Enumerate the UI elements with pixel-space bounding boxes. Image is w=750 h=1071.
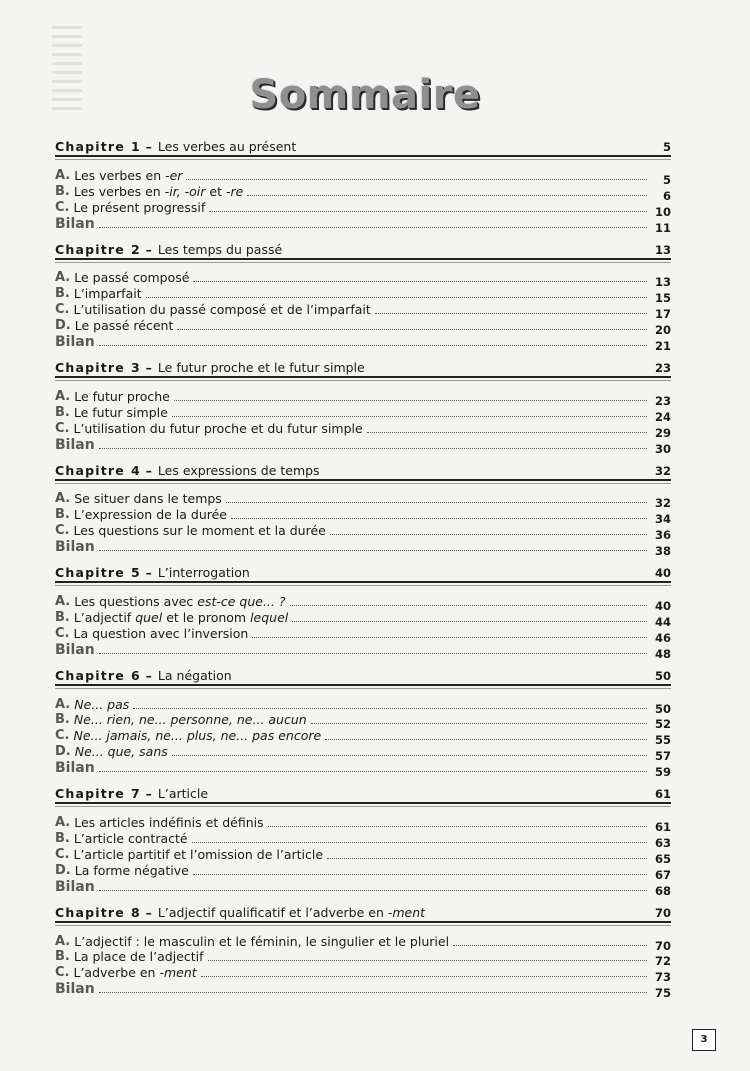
entry-page-number: 52 — [654, 717, 671, 732]
entry-letter: B. — [55, 507, 70, 523]
dot-leader — [325, 739, 647, 740]
toc-entry — [55, 285, 671, 306]
entry-text — [74, 271, 189, 285]
entry-page-number: 61 — [654, 820, 671, 835]
chapter-title-text: Les verbes au présent — [157, 139, 297, 154]
chapter-number: 5 — [130, 565, 140, 581]
entry-page-number: 6 — [662, 188, 671, 203]
toc-entry — [55, 301, 671, 322]
entry-page-number: 63 — [654, 835, 671, 850]
chapter-heading — [55, 238, 671, 260]
chapter-dash: – — [145, 667, 152, 683]
dot-leader — [311, 723, 647, 724]
toc-entry — [55, 593, 671, 614]
entry-text-part: et — [205, 183, 226, 199]
entry-letter: B. — [55, 286, 70, 302]
dot-leader — [201, 976, 647, 977]
page-number: 3 — [692, 1029, 716, 1051]
chapter-title — [158, 242, 651, 257]
chapter-title — [158, 139, 651, 154]
entry-text-part: L’utilisation du futur proche et du futur simple — [73, 420, 363, 436]
entry-letter: C. — [55, 728, 70, 744]
entry-text-part: -ir, -oir — [164, 183, 206, 199]
entry-letter: A. — [55, 696, 71, 712]
chapter-dash: – — [145, 565, 152, 581]
entry-text-part: Les questions sur le moment et la durée — [73, 523, 326, 539]
bilan-entry — [55, 641, 671, 661]
entry-text-part: Le passé composé — [74, 270, 190, 286]
entry-page-number: 21 — [654, 339, 671, 354]
dot-leader — [99, 227, 647, 228]
entry-letter: A. — [55, 388, 71, 404]
chapter-heading — [55, 459, 671, 481]
entry-text-part: Ne... jamais, ne... plus, ne... pas encore — [73, 728, 322, 744]
dot-leader — [208, 960, 647, 961]
chapter-page-number: 32 — [654, 463, 671, 478]
entry-text-part: Bilan — [55, 760, 95, 777]
entry-text-part: Ne... que, sans — [74, 744, 168, 760]
chapter-word: Chapitre — [55, 904, 125, 920]
entry-letter: A. — [55, 815, 71, 831]
entry-list — [55, 686, 671, 780]
entry-text-part: Bilan — [55, 436, 95, 453]
chapter-page-number: 23 — [654, 361, 671, 376]
entry-text-part: lequel — [250, 609, 289, 625]
entry-text — [74, 406, 168, 420]
entry-page-number: 10 — [654, 204, 671, 219]
entry-text-part: Les verbes en — [73, 183, 165, 199]
entry-text — [75, 864, 189, 878]
toc-entry — [55, 712, 671, 732]
toc-entry — [55, 183, 671, 203]
entry-text — [74, 832, 188, 846]
entry-page-number: 72 — [654, 954, 671, 969]
dot-leader — [99, 448, 647, 449]
chapter-dash: – — [145, 786, 152, 802]
entry-text — [73, 848, 323, 862]
entry-text-part: -ment — [159, 965, 197, 981]
entry-text — [74, 508, 227, 522]
entry-letter: B. — [55, 609, 70, 625]
dot-leader — [186, 179, 647, 180]
chapter-number: 1 — [130, 139, 140, 154]
entry-text — [55, 982, 95, 996]
dot-leader — [174, 400, 647, 401]
entry-page-number: 68 — [654, 883, 671, 898]
entry-page-number: 20 — [654, 323, 671, 338]
entry-text-part: est-ce que... ? — [197, 594, 286, 610]
entry-text — [74, 287, 142, 301]
bilan-entry — [55, 436, 671, 456]
entry-letter: B. — [55, 183, 70, 199]
chapter-dash: – — [145, 139, 152, 154]
chapter-word: Chapitre — [55, 786, 125, 802]
toc-entry — [55, 625, 671, 645]
entry-list — [55, 804, 671, 898]
chapter-dash: – — [145, 241, 152, 257]
entry-text-part: La forme négative — [74, 862, 189, 878]
bilan-entry — [55, 759, 671, 780]
entry-letter: D. — [55, 744, 71, 760]
chapter-title — [158, 360, 651, 375]
toc-entry — [55, 270, 671, 290]
entry-text-part: Les articles indéfinis et définis — [74, 815, 264, 831]
entry-page-number: 13 — [654, 275, 671, 290]
toc-entry — [55, 199, 671, 219]
entry-text — [55, 761, 95, 775]
entry-letter: D. — [55, 862, 71, 878]
entry-text — [73, 524, 325, 538]
entry-letter: C. — [55, 965, 70, 981]
entry-text-part: L’adverbe en — [73, 965, 160, 981]
entry-page-number: 30 — [654, 441, 671, 456]
bilan-entry — [55, 333, 671, 354]
dot-leader — [330, 534, 647, 535]
chapter-section — [55, 561, 671, 661]
entry-text-part: Le passé récent — [74, 318, 174, 334]
chapter-word: Chapitre — [55, 360, 125, 376]
entry-text — [74, 950, 204, 964]
entry-list — [55, 583, 671, 661]
chapter-heading — [55, 901, 671, 923]
entry-text-part: L’adjectif : le masculin et le féminin, le singulier et le pluriel — [74, 933, 450, 949]
entry-letter: C. — [55, 523, 70, 539]
entry-text — [73, 729, 321, 743]
entry-page-number: 5 — [662, 172, 671, 187]
entry-page-number: 15 — [654, 291, 671, 306]
chapter-word: Chapitre — [55, 241, 125, 257]
toc-entry — [55, 420, 671, 440]
chapter-number: 2 — [130, 241, 140, 257]
toc-entry — [55, 609, 671, 629]
entry-page-number: 38 — [654, 544, 671, 559]
entry-page-number: 57 — [654, 749, 671, 764]
entry-text-part: Les questions avec — [74, 594, 198, 610]
entry-text-part: La question avec l’inversion — [73, 625, 249, 641]
entry-page-number: 40 — [654, 599, 671, 614]
entry-list — [55, 378, 671, 456]
entry-page-number: 65 — [654, 851, 671, 866]
entry-page-number: 11 — [654, 220, 671, 235]
entry-text-part: Le futur proche — [74, 388, 170, 404]
entry-text — [73, 966, 196, 980]
entry-text — [74, 935, 449, 949]
entry-page-number: 29 — [654, 425, 671, 440]
entry-letter: B. — [55, 712, 70, 728]
dot-leader — [375, 313, 647, 314]
dot-leader — [99, 992, 647, 993]
chapter-section — [55, 238, 671, 354]
entry-letter: B. — [55, 404, 70, 420]
chapter-title-text: Les temps du passé — [157, 241, 283, 257]
dot-leader — [209, 211, 647, 212]
entry-text — [73, 201, 205, 215]
entry-text-part: -er — [165, 167, 183, 183]
entry-text — [75, 745, 168, 759]
entry-page-number: 67 — [654, 867, 671, 882]
dot-leader — [247, 195, 647, 196]
chapter-number: 8 — [130, 904, 140, 920]
toc-entry — [55, 862, 671, 882]
chapter-page-number: 50 — [654, 668, 671, 683]
toc-entry — [55, 522, 671, 543]
bilan-entry — [55, 878, 671, 898]
dot-leader — [177, 329, 647, 330]
chapter-dash: – — [145, 360, 152, 376]
entry-letter: B. — [55, 830, 70, 846]
chapter-word: Chapitre — [55, 565, 125, 581]
entry-page-number: 34 — [654, 512, 671, 527]
entry-text-part: Bilan — [55, 539, 95, 556]
entry-text-part: Le futur simple — [73, 404, 168, 420]
toc-entry — [55, 814, 671, 835]
entry-text — [74, 185, 243, 199]
page-title: Sommaire — [249, 72, 481, 118]
entry-text — [74, 390, 170, 404]
entry-page-number: 17 — [654, 307, 671, 322]
toc-entry — [55, 743, 671, 764]
dot-leader — [99, 653, 647, 654]
toc-entry — [55, 167, 671, 187]
bilan-entry — [55, 980, 671, 1001]
dot-leader — [146, 297, 647, 298]
dot-leader — [99, 771, 647, 772]
chapter-word: Chapitre — [55, 139, 125, 154]
chapter-title — [158, 786, 651, 801]
entry-text-part: L’article partitif et l’omission de l’article — [73, 846, 324, 862]
entry-text — [74, 816, 263, 830]
entry-text — [73, 303, 370, 317]
chapter-title — [158, 668, 651, 683]
bilan-entry — [55, 215, 671, 235]
entry-letter: C. — [55, 846, 70, 862]
dot-leader — [292, 621, 647, 622]
entry-letter: C. — [55, 420, 70, 436]
chapter-heading — [55, 782, 671, 804]
entry-text — [55, 335, 95, 349]
toc-entry — [55, 949, 671, 969]
dot-leader — [453, 945, 647, 946]
chapter-word: Chapitre — [55, 667, 125, 683]
entry-letter: A. — [55, 933, 71, 949]
entry-letter: A. — [55, 491, 71, 507]
entry-text — [55, 880, 95, 894]
entry-text — [73, 422, 362, 436]
chapter-number: 6 — [130, 667, 140, 683]
entry-page-number: 50 — [654, 701, 671, 716]
entry-page-number: 44 — [654, 614, 671, 629]
entry-page-number: 75 — [654, 986, 671, 1001]
entry-text-part: Bilan — [55, 878, 95, 895]
chapter-title — [158, 463, 651, 478]
entry-text-part: -re — [225, 183, 244, 199]
dot-leader — [172, 416, 647, 417]
chapter-section — [55, 459, 671, 559]
entry-page-number: 48 — [654, 646, 671, 661]
chapter-heading — [55, 561, 671, 583]
entry-text-part: Ne... pas — [74, 696, 130, 712]
entry-text-part: Bilan — [55, 215, 95, 232]
entry-text-part: Bilan — [55, 334, 95, 351]
entry-page-number: 73 — [654, 970, 671, 985]
dot-leader — [231, 518, 647, 519]
bilan-entry — [55, 538, 671, 559]
chapter-section — [55, 664, 671, 780]
entry-page-number: 32 — [654, 496, 671, 511]
chapter-title-italic: -ment — [387, 904, 426, 920]
entry-text-part: Les verbes en — [74, 167, 166, 183]
entry-list — [55, 481, 671, 559]
dot-leader — [172, 755, 647, 756]
chapter-page-number: 40 — [654, 566, 671, 581]
entry-letter: C. — [55, 302, 70, 318]
chapter-heading — [55, 135, 671, 157]
toc-entry — [55, 846, 671, 866]
dot-leader — [327, 858, 647, 859]
toc-entry — [55, 491, 671, 511]
entry-text-part: L’imparfait — [73, 286, 142, 302]
chapter-page-number: 13 — [654, 242, 671, 257]
chapter-title — [158, 565, 651, 580]
toc-entry — [55, 727, 671, 748]
dot-leader — [99, 890, 647, 891]
chapter-word: Chapitre — [55, 462, 125, 478]
entry-text — [74, 169, 182, 183]
entry-page-number: 55 — [654, 733, 671, 748]
entry-text — [74, 611, 288, 625]
toc-entry — [55, 830, 671, 850]
chapter-page-number: 61 — [654, 787, 671, 802]
chapter-dash: – — [145, 462, 152, 478]
entry-text — [73, 627, 248, 641]
toc-entry — [55, 696, 671, 716]
entry-letter: A. — [55, 167, 71, 183]
toc-entry — [55, 506, 671, 527]
entry-text — [74, 713, 307, 727]
entry-text-part: L’article contracté — [73, 830, 188, 846]
dot-leader — [99, 550, 647, 551]
entry-page-number: 36 — [654, 528, 671, 543]
entry-text-part: Bilan — [55, 641, 95, 658]
chapter-title-text: Le futur proche et le futur simple — [157, 360, 365, 376]
table-of-contents — [55, 135, 671, 1003]
chapter-number: 4 — [130, 462, 140, 478]
entry-text-part: Ne... rien, ne... personne, ne... aucun — [73, 712, 307, 728]
dot-leader — [252, 637, 647, 638]
entry-text-part: L’adjectif — [73, 609, 136, 625]
chapter-section — [55, 356, 671, 456]
entry-page-number: 24 — [654, 409, 671, 424]
chapter-title-text: L’interrogation — [157, 565, 250, 581]
entry-text-part: La place de l’adjectif — [73, 949, 204, 965]
entry-text — [55, 217, 95, 231]
chapter-title-text: La négation — [157, 667, 232, 683]
entry-text — [74, 595, 285, 609]
toc-entry — [55, 317, 671, 338]
dot-leader — [192, 842, 647, 843]
dot-leader — [133, 708, 647, 709]
chapter-title-text: L’adjectif qualificatif et l’adverbe en — [157, 904, 388, 920]
entry-letter: C. — [55, 625, 70, 641]
entry-letter: A. — [55, 270, 71, 286]
entry-text — [55, 540, 95, 554]
dot-leader — [268, 826, 647, 827]
dot-leader — [290, 605, 648, 606]
entry-letter: D. — [55, 318, 71, 334]
entry-letter: C. — [55, 199, 70, 215]
entry-text-part: quel — [135, 609, 163, 625]
chapter-section — [55, 782, 671, 898]
entry-letter: A. — [55, 594, 71, 610]
chapter-number: 3 — [130, 360, 140, 376]
chapter-heading — [55, 664, 671, 686]
entry-list — [55, 260, 671, 354]
chapter-page-number: 70 — [654, 905, 671, 920]
dot-leader — [193, 281, 647, 282]
entry-list — [55, 923, 671, 1001]
chapter-section — [55, 901, 671, 1001]
entry-text-part: et le pronom — [162, 609, 251, 625]
chapter-dash: – — [145, 904, 152, 920]
entry-text-part: Bilan — [55, 981, 95, 998]
toc-entry — [55, 388, 671, 408]
entry-text — [74, 492, 222, 506]
entry-text — [55, 643, 95, 657]
entry-text-part: Se situer dans le temps — [74, 491, 222, 507]
entry-text — [74, 698, 129, 712]
chapter-title — [158, 905, 651, 920]
entry-page-number: 70 — [654, 938, 671, 953]
entry-letter: B. — [55, 949, 70, 965]
entry-text — [75, 319, 174, 333]
entry-list — [55, 157, 671, 235]
toc-entry — [55, 964, 671, 985]
toc-entry — [55, 933, 671, 953]
entry-page-number: 59 — [654, 765, 671, 780]
entry-text-part: L’expression de la durée — [73, 507, 228, 523]
chapter-page-number: 5 — [662, 140, 671, 154]
chapter-number: 7 — [130, 786, 140, 802]
dot-leader — [193, 874, 647, 875]
chapter-heading — [55, 356, 671, 378]
dot-leader — [367, 432, 647, 433]
entry-text — [55, 438, 95, 452]
chapter-title-text: L’article — [157, 786, 209, 802]
entry-page-number: 46 — [654, 630, 671, 645]
chapter-title-text: Les expressions de temps — [157, 462, 320, 478]
chapter-section — [55, 135, 671, 235]
dot-leader — [99, 345, 647, 346]
entry-text-part: L’utilisation du passé composé et de l’imparfait — [73, 302, 371, 318]
entry-text-part: Le présent progressif — [73, 199, 206, 215]
dot-leader — [226, 502, 647, 503]
toc-entry — [55, 404, 671, 424]
entry-page-number: 23 — [654, 393, 671, 408]
